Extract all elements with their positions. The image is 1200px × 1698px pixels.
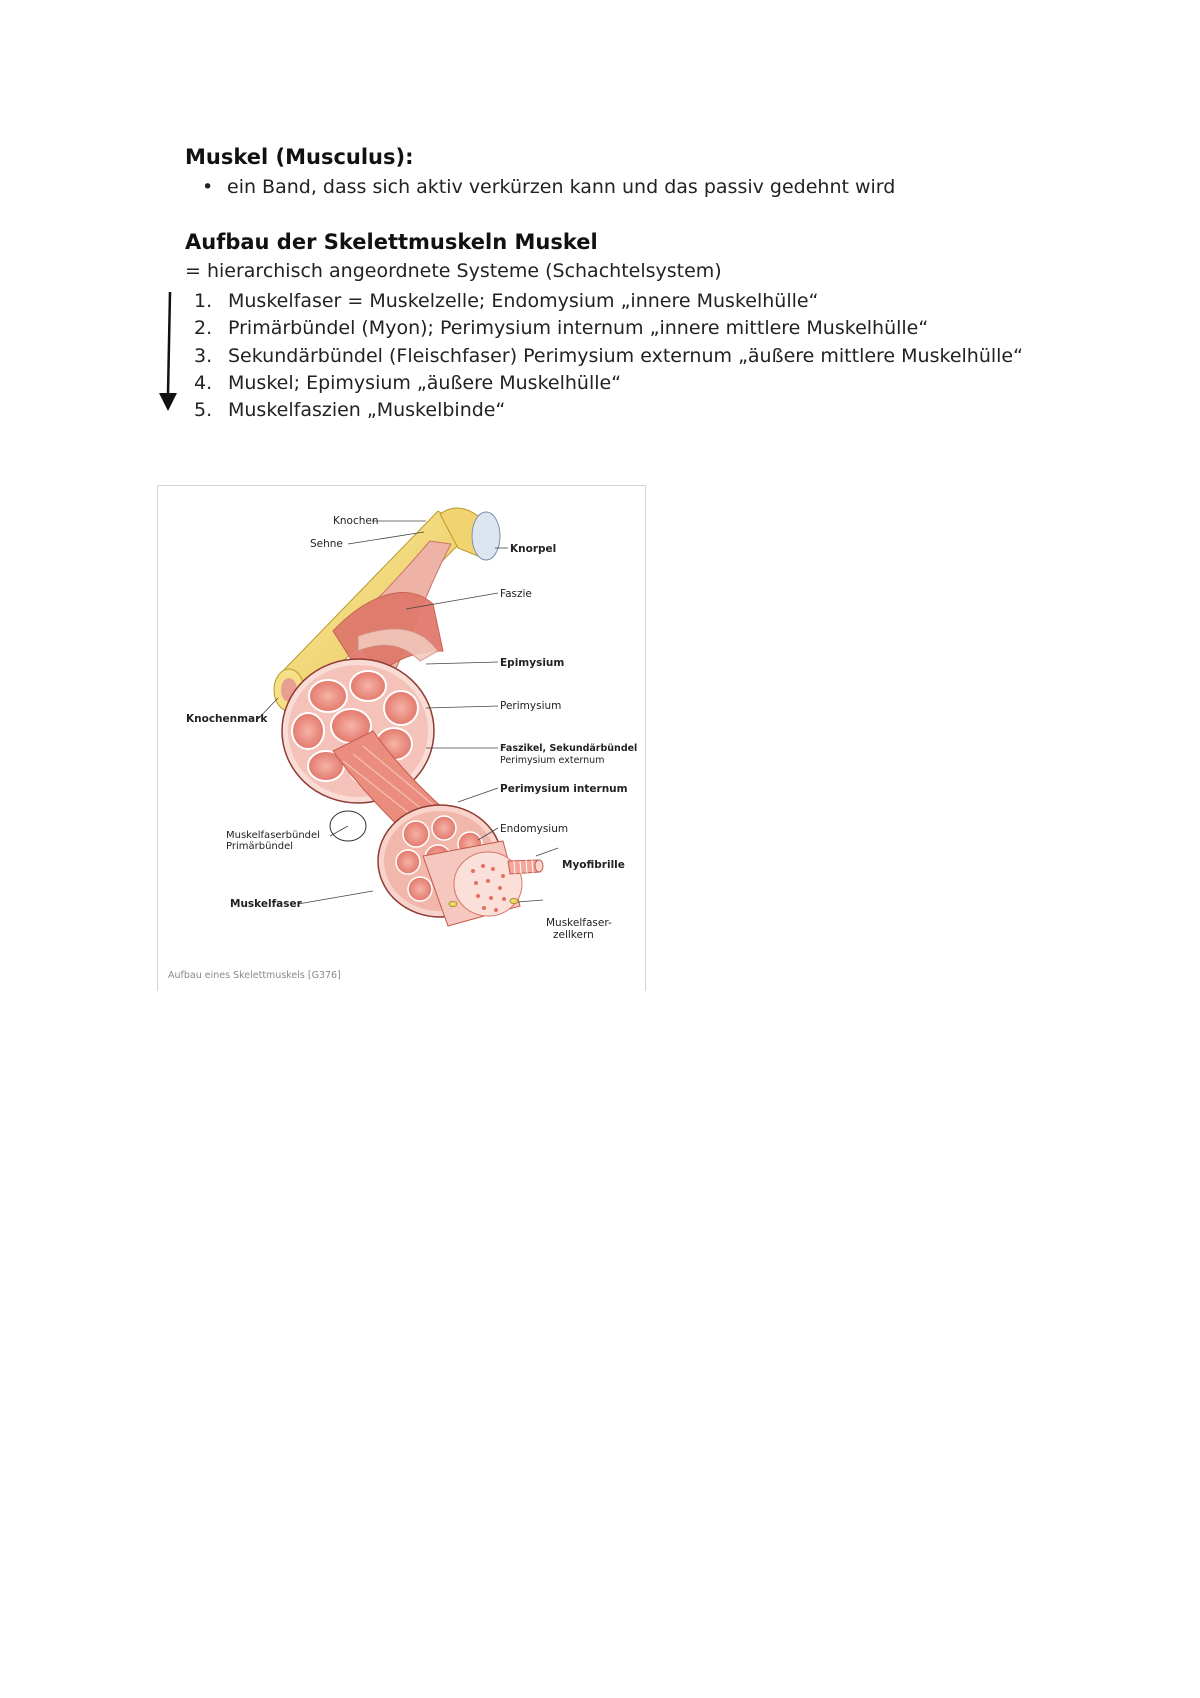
label-endomysium: Endomysium bbox=[500, 823, 569, 835]
list-number: 5. bbox=[194, 399, 213, 422]
list-number: 4. bbox=[194, 371, 213, 394]
hierarchy-list bbox=[194, 288, 1023, 424]
list-item bbox=[194, 343, 1023, 370]
label-epimysium: Epimysium bbox=[500, 657, 565, 669]
label-knorpel: Knorpel bbox=[510, 543, 557, 555]
label-muskelfaserzellkern-2: zellkern bbox=[553, 929, 594, 941]
list-item bbox=[194, 370, 1023, 397]
list-number: 1. bbox=[194, 290, 213, 312]
down-arrow-icon bbox=[152, 290, 182, 415]
list-item-text: Muskel; Epimysium „äußere Muskelhülle“ bbox=[228, 371, 622, 394]
list-item-text: Primärbündel (Myon); Perimysium internum „innere mittlere Muskelhülle“ bbox=[228, 317, 929, 340]
bullet-dot-icon: • bbox=[202, 176, 214, 198]
definition-text: ein Band, dass sich aktiv verkürzen kann und das passiv gedehnt wird bbox=[227, 176, 896, 198]
label-faszikel: Faszikel, Sekundärbündel bbox=[500, 743, 638, 754]
list-item bbox=[194, 397, 1023, 424]
list-item-text: Muskelfaser = Muskelzelle; Endomysium „innere Muskelhülle“ bbox=[228, 290, 819, 312]
definition-bullet bbox=[202, 176, 895, 198]
list-item-text: Muskelfaszien „Muskelbinde“ bbox=[228, 399, 506, 422]
label-perimysium-internum: Perimysium internum bbox=[500, 783, 628, 795]
list-number: 2. bbox=[194, 317, 213, 340]
hierarchy-intro: = hierarchisch angeordnete Systeme (Schachtelsystem) bbox=[185, 260, 722, 282]
list-item bbox=[194, 315, 1023, 342]
label-perimysium: Perimysium bbox=[500, 700, 562, 712]
label-sehne: Sehne bbox=[310, 538, 343, 550]
label-perimysium-externum: Perimysium externum bbox=[500, 755, 605, 766]
list-item bbox=[194, 288, 1023, 315]
muscle-anatomy-figure bbox=[157, 485, 646, 991]
list-item-text: Sekundärbündel (Fleischfaser) Perimysium externum „äußere mittlere Muskelhülle“ bbox=[228, 344, 1023, 367]
label-myofibrille: Myofibrille bbox=[562, 859, 625, 871]
label-primaerbuendel: Primärbündel bbox=[226, 841, 294, 852]
section-title-aufbau: Aufbau der Skelettmuskeln Muskel bbox=[185, 230, 598, 254]
label-knochen: Knochen bbox=[333, 515, 379, 527]
figure-caption: Aufbau eines Skelettmuskels [G376] bbox=[168, 970, 341, 981]
label-muskelfaser: Muskelfaser bbox=[230, 898, 302, 910]
list-number: 3. bbox=[194, 344, 213, 367]
skeletal-muscle-illustration bbox=[158, 486, 645, 991]
label-muskelfaserzellkern-1: Muskelfaser- bbox=[546, 917, 612, 929]
label-knochenmark: Knochenmark bbox=[186, 713, 268, 725]
label-faszie: Faszie bbox=[500, 588, 532, 600]
label-muskelfaserbuendel: Muskelfaserbündel bbox=[226, 830, 320, 841]
section-title-muskel: Muskel (Musculus): bbox=[185, 145, 414, 169]
